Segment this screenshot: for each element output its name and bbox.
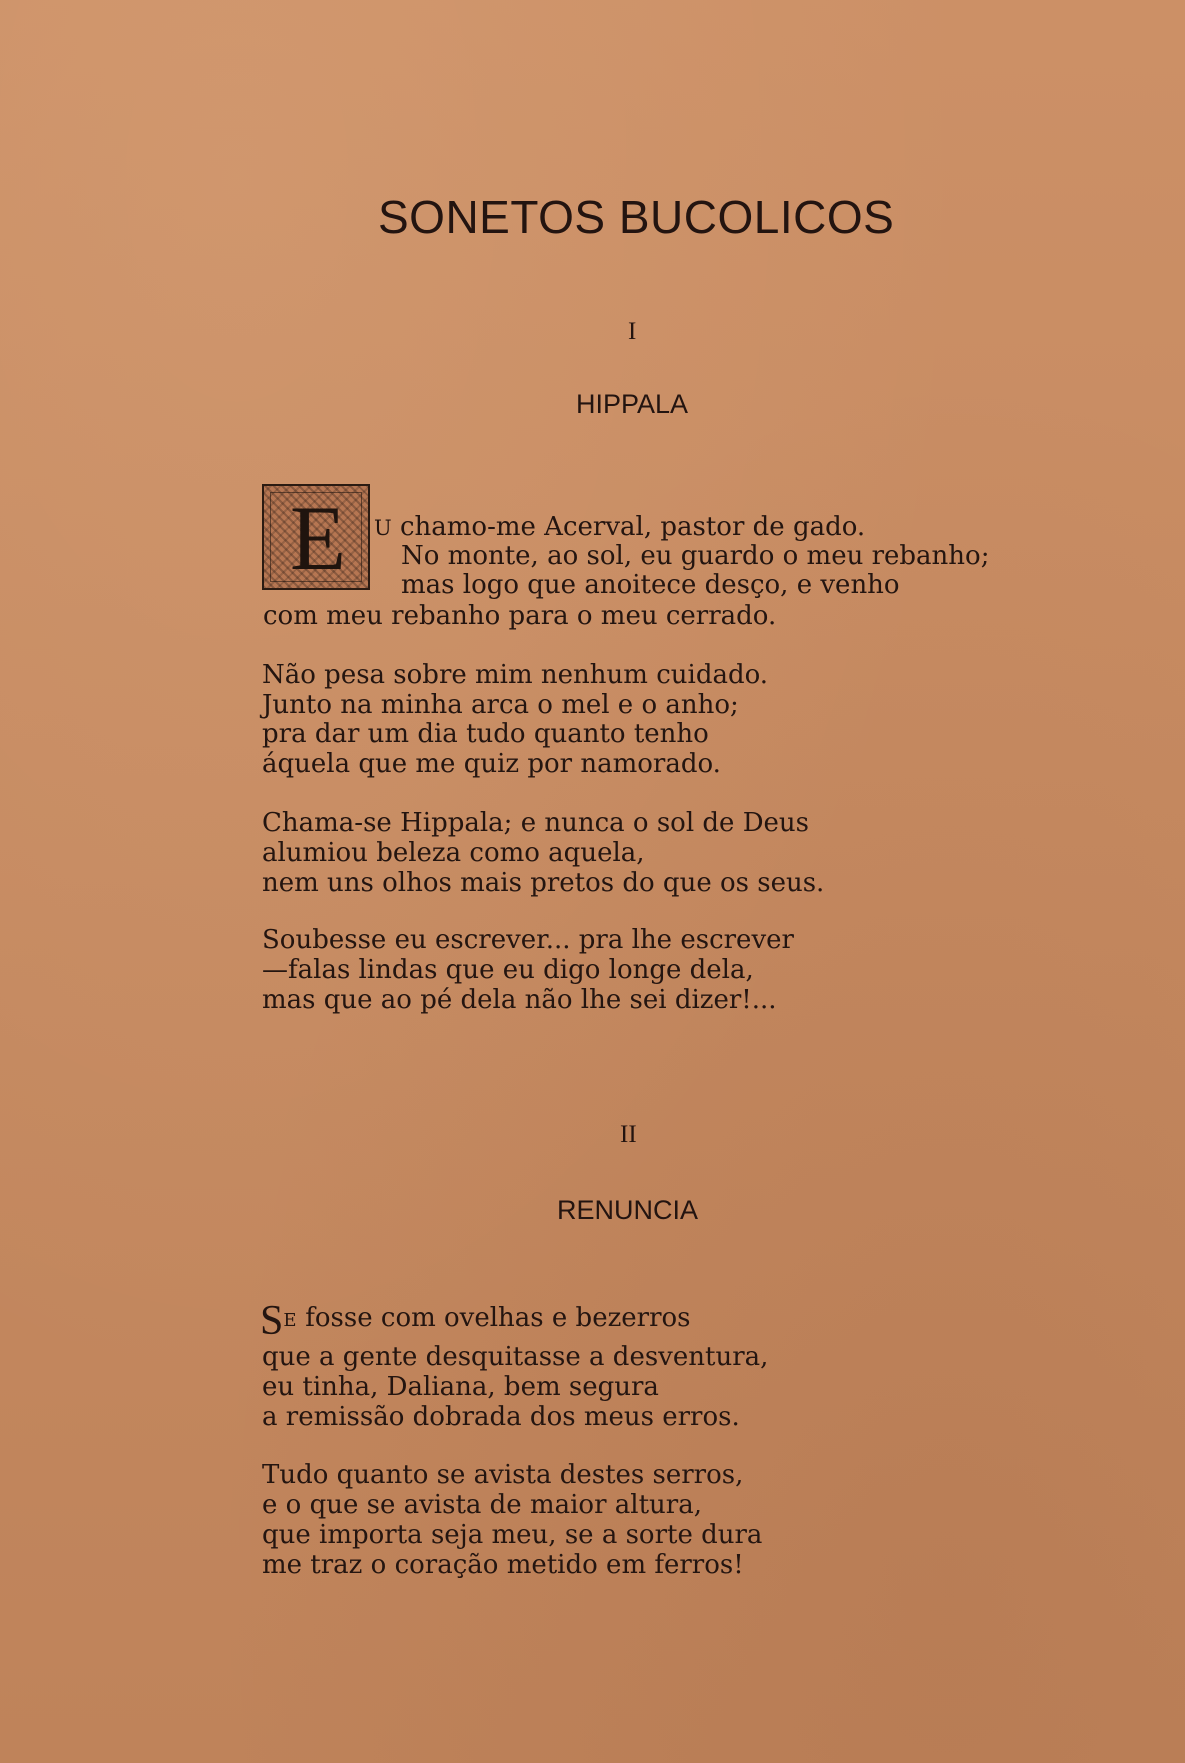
verse-line: nem uns olhos mais pretos do que os seus. (262, 868, 825, 898)
verse-line: que importa seja meu, se a sorte dura (262, 1520, 763, 1550)
verse-line: a remissão dobrada dos meus erros. (262, 1402, 740, 1432)
verse-line: e o que se avista de maior altura, (262, 1490, 702, 1520)
verse-line: Junto na minha arca o mel e o anho; (262, 690, 739, 720)
verse-line (374, 512, 865, 543)
drop-cap-rest: E (283, 1310, 297, 1331)
verse-line: mas que ao pé dela não lhe sei dizer!... (262, 985, 777, 1015)
verse-line: com meu rebanho para o meu cerrado. (263, 601, 777, 631)
drop-cap-letter: S (260, 1298, 284, 1344)
verse-text: chamo-me Acerval, pastor de gado. (391, 512, 866, 542)
drop-cap-ornament (262, 484, 370, 590)
verse-line: Tudo quanto se avista destes serros, (262, 1460, 744, 1490)
verse-line: alumiou beleza como aquela, (262, 838, 645, 868)
drop-cap-letter: E (289, 487, 347, 589)
verse-line: Não pesa sobre mim nenhum cuidado. (262, 660, 769, 690)
verse-line: pra dar um dia tudo quanto tenho (262, 719, 709, 749)
section-number: I (628, 318, 637, 345)
drop-cap-rest: U (374, 516, 392, 540)
verse-line: No monte, ao sol, eu guardo o meu rebanho; (401, 541, 990, 571)
section-number: II (620, 1121, 637, 1148)
verse-line (260, 1292, 691, 1344)
verse-line: me traz o coração metido em ferros! (262, 1550, 744, 1580)
verse-line: que a gente desquitasse a desventura, (262, 1342, 769, 1372)
verse-text: fosse com ovelhas e bezerros (297, 1303, 691, 1333)
verse-line: Chama-se Hippala; e nunca o sol de Deus (262, 808, 810, 838)
poem-title: HIPPALA (576, 389, 689, 419)
poem-title: RENUNCIA (557, 1195, 699, 1225)
verse-line: mas logo que anoitece desço, e venho (401, 570, 900, 600)
page-title: SONETOS BUCOLICOS (378, 191, 895, 243)
verse-line: Soubesse eu escrever... pra lhe escrever (262, 925, 794, 955)
verse-line: eu tinha, Daliana, bem segura (262, 1372, 659, 1402)
verse-line: áquela que me quiz por namorado. (262, 749, 721, 779)
verse-line: —falas lindas que eu digo longe dela, (262, 955, 754, 985)
